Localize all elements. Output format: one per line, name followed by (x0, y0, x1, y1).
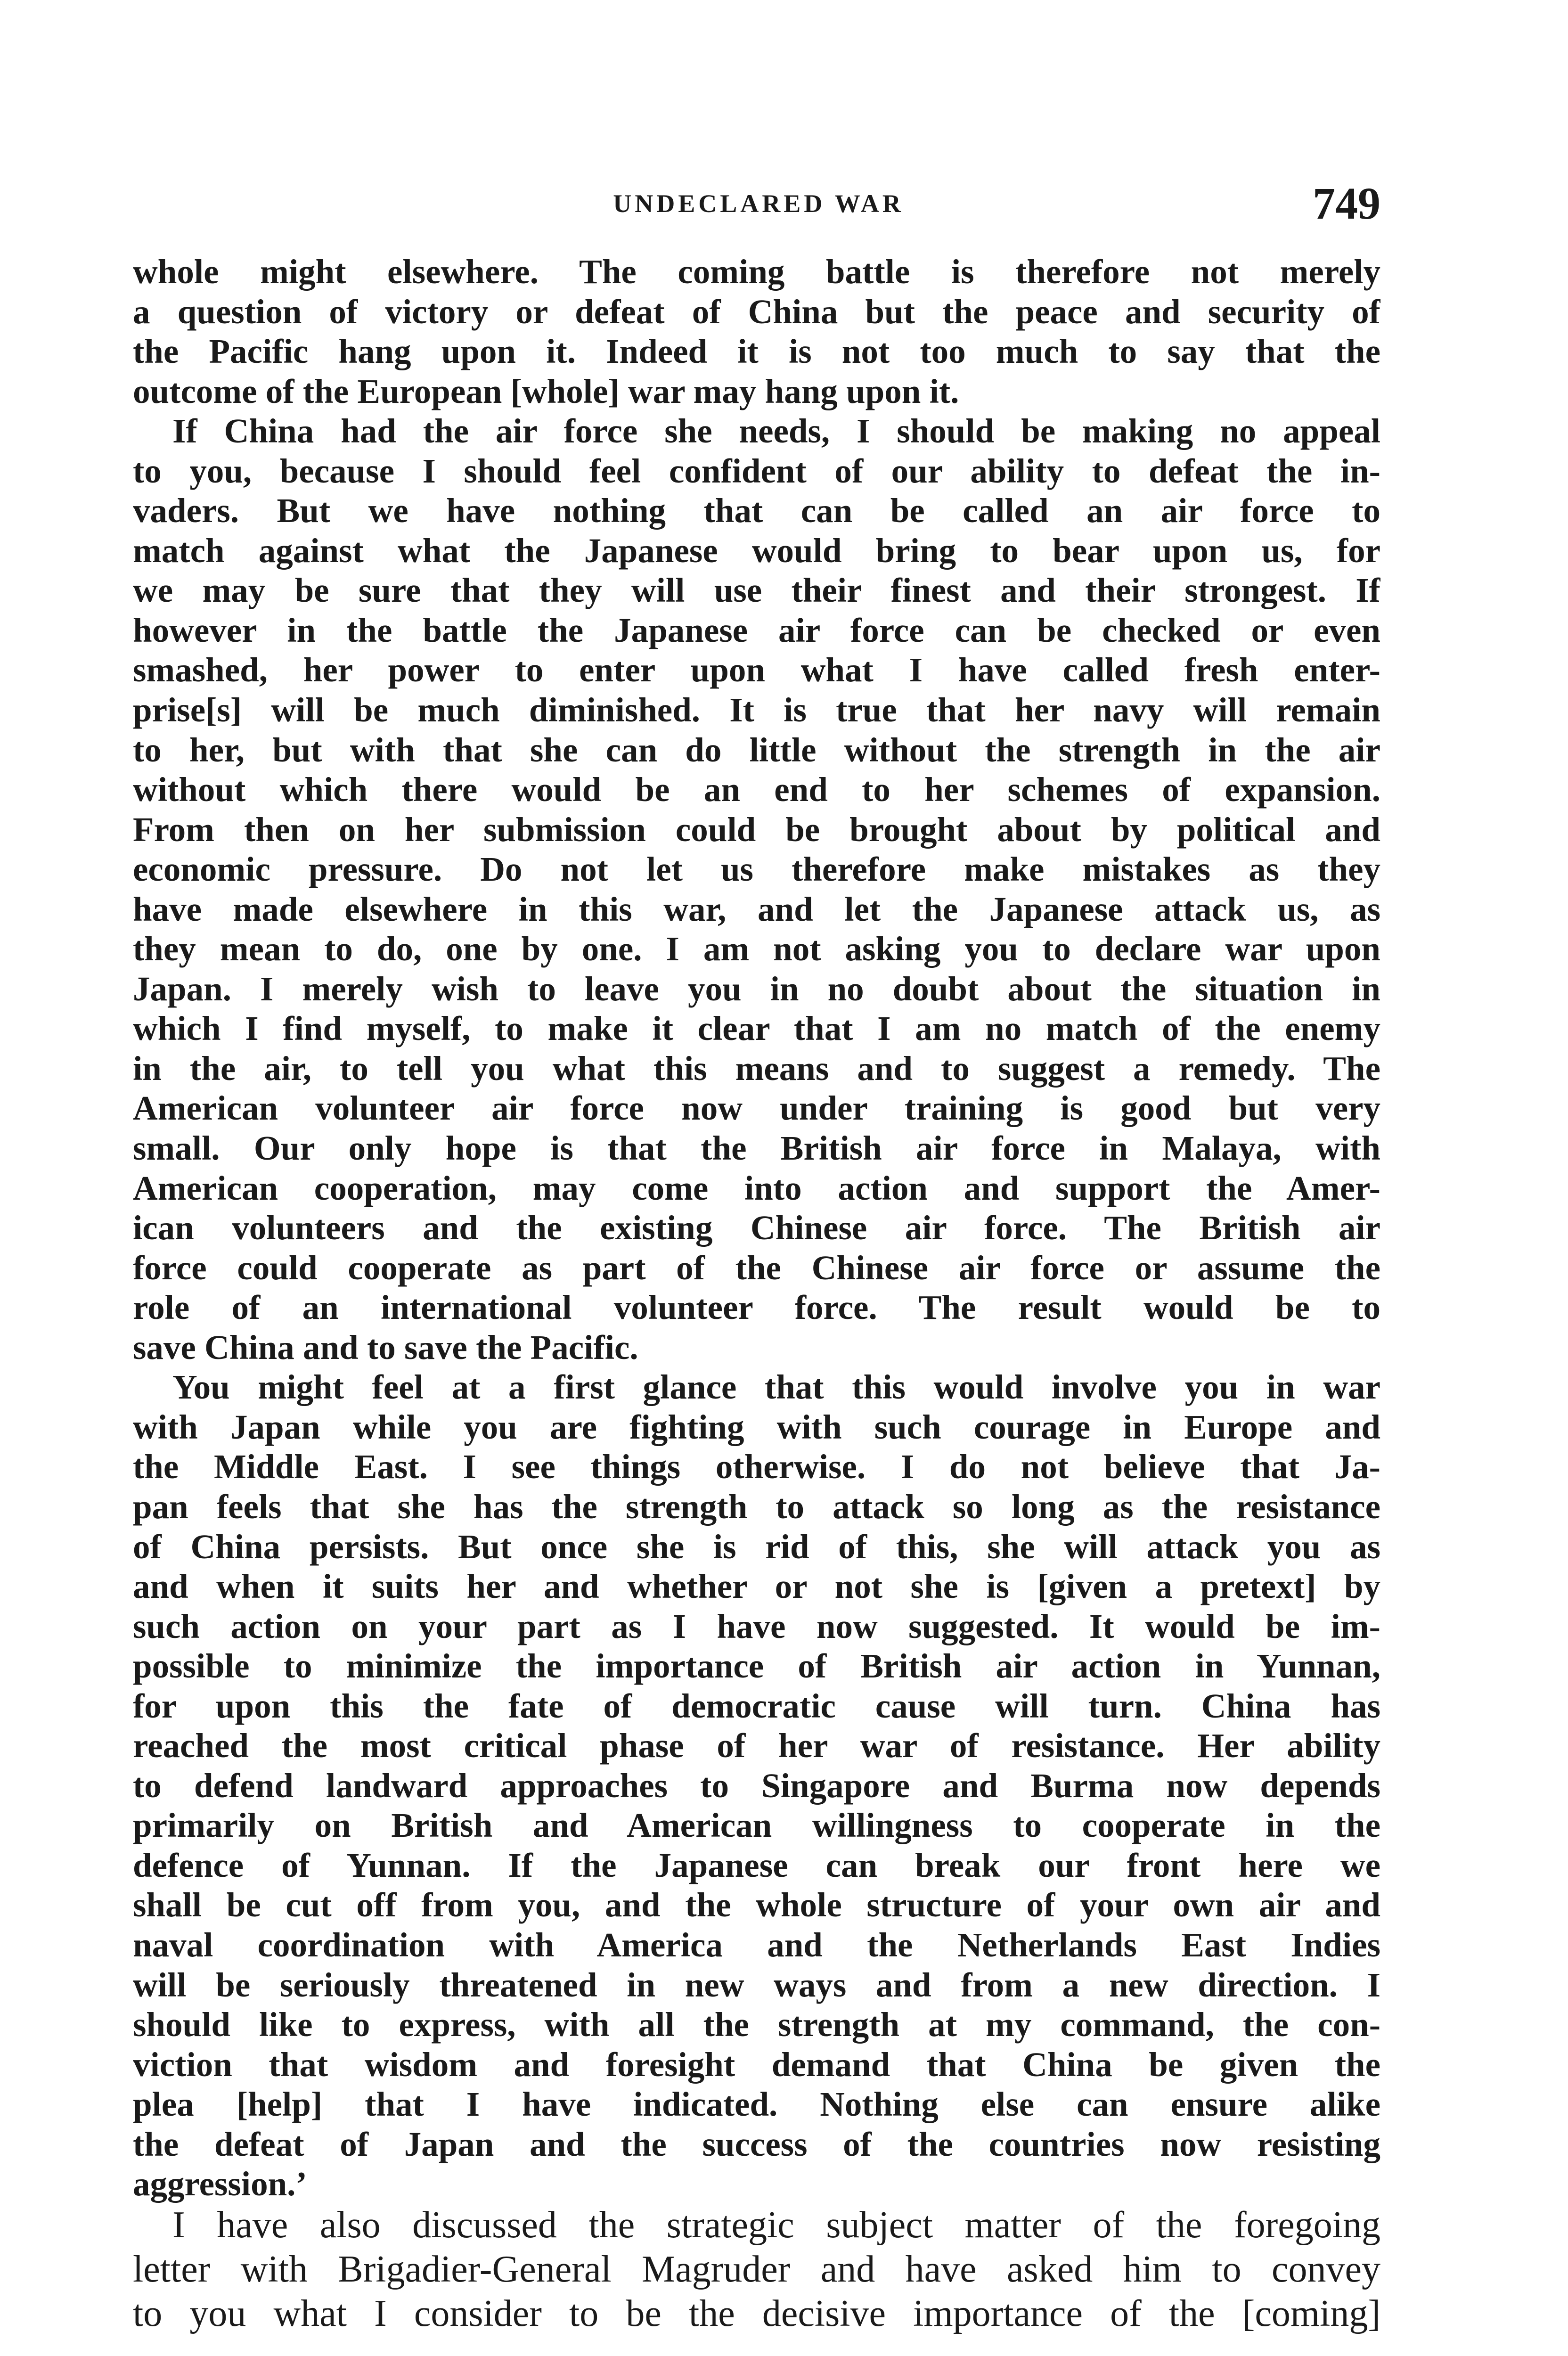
text-line: plea [help] that I have indicated. Nothing else can ensure alike (133, 2085, 1380, 2124)
text-line: role of an international volunteer force. The result would be to (133, 1288, 1380, 1327)
text-line: American cooperation, may come into action and support the Amer- (133, 1169, 1380, 1207)
text-line: prise[s] will be much diminished. It is true that her navy will remain (133, 691, 1380, 729)
text-line: economic pressure. Do not let us therefore make mistakes as they (133, 850, 1380, 889)
text-line: match against what the Japanese would bring to bear upon us, for (133, 531, 1380, 570)
text-line: the Middle East. I see things otherwise. I do not believe that Ja- (133, 1448, 1380, 1486)
letter-text (133, 252, 1380, 2204)
text-line: will be seriously threatened in new ways and from a new direction. I (133, 1965, 1380, 2004)
text-line: the defeat of Japan and the success of the countries now resisting (133, 2125, 1380, 2163)
text-line: naval coordination with America and the Netherlands East Indies (133, 1925, 1380, 1964)
text-line: which I find myself, to make it clear that I am no match of the enemy (133, 1009, 1380, 1048)
text-line: such action on your part as I have now suggested. It would be im- (133, 1607, 1380, 1645)
text-line: smashed, her power to enter upon what I have called fresh enter- (133, 651, 1380, 689)
text-line: to her, but with that she can do little without the strength in the air (133, 730, 1380, 769)
text-line: should like to express, with all the strength at my command, the con- (133, 2005, 1380, 2044)
page-number: 749 (1313, 178, 1380, 229)
running-head (137, 179, 1380, 231)
text-line: If China had the air force she needs, I should be making no appeal (172, 412, 1380, 450)
text-line: shall be cut off from you, and the whole structure of your own air and (133, 1886, 1380, 1924)
text-line: aggression.’ (133, 2165, 307, 2203)
text-line: Japan. I merely wish to leave you in no doubt about the situation in (133, 969, 1380, 1008)
text-line: vaders. But we have nothing that can be called an air force to (133, 491, 1380, 530)
text-line: they mean to do, one by one. I am not asking you to declare war upon (133, 930, 1380, 968)
text-line: outcome of the European [whole] war may hang upon it. (133, 372, 959, 410)
running-title: UNDECLARED WAR (613, 189, 904, 218)
text-line: letter with Brigadier-General Magruder and have asked him to convey (133, 2249, 1380, 2290)
text-line: in the air, to tell you what this means and to suggest a remedy. The (133, 1049, 1380, 1088)
text-line: a question of victory or defeat of China but the peace and security of (133, 292, 1380, 331)
text-line: pan feels that she has the strength to attack so long as the resistance (133, 1487, 1380, 1526)
text-line: small. Our only hope is that the British air force in Malaya, with (133, 1129, 1380, 1168)
text-line: and when it suits her and whether or not she is [given a pretext] by (133, 1567, 1380, 1606)
text-line: without which there would be an end to her schemes of expansion. (133, 770, 1380, 809)
text-line: with Japan while you are fighting with such courage in Europe and (133, 1407, 1380, 1446)
text-line: have made elsewhere in this war, and let the Japanese attack us, as (133, 890, 1380, 928)
text-line: American volunteer air force now under training is good but very (133, 1089, 1380, 1128)
text-line: force could cooperate as part of the Chinese air force or assume the (133, 1248, 1380, 1287)
text-line: reached the most critical phase of her war of resistance. Her ability (133, 1726, 1380, 1765)
text-line: ican volunteers and the existing Chinese air force. The British air (133, 1209, 1380, 1247)
text-line: to defend landward approaches to Singapore and Burma now depends (133, 1766, 1380, 1805)
text-line: however in the battle the Japanese air force can be checked or even (133, 611, 1380, 649)
text-line: From then on her submission could be brought about by political and (133, 810, 1380, 849)
text-line: save China and to save the Pacific. (133, 1328, 638, 1366)
text-line: You might feel at a first glance that this would involve you in war (172, 1368, 1380, 1407)
text-line: for upon this the fate of democratic cause will turn. China has (133, 1686, 1380, 1725)
text-line: viction that wisdom and foresight demand that China be given the (133, 2045, 1380, 2084)
text-line: defence of Yunnan. If the Japanese can break our front here we (133, 1846, 1380, 1884)
text-line: primarily on British and American willingness to cooperate in the (133, 1806, 1380, 1845)
text-line: to you, because I should feel confident of our ability to defeat the in- (133, 451, 1380, 490)
text-line: of China persists. But once she is rid of this, she will attack you as (133, 1527, 1380, 1566)
text-line: the Pacific hang upon it. Indeed it is not too much to say that the (133, 332, 1380, 371)
text-line: we may be sure that they will use their finest and their strongest. If (133, 571, 1380, 610)
text-line: to you what I consider to be the decisive importance of the [coming] (133, 2293, 1380, 2334)
text-line: I have also discussed the strategic subject matter of the foregoing (172, 2204, 1380, 2246)
text-line: possible to minimize the importance of British air action in Yunnan, (133, 1647, 1380, 1685)
closing-paragraph (133, 2203, 1380, 2336)
text-line: whole might elsewhere. The coming battle is therefore not merely (133, 253, 1380, 291)
